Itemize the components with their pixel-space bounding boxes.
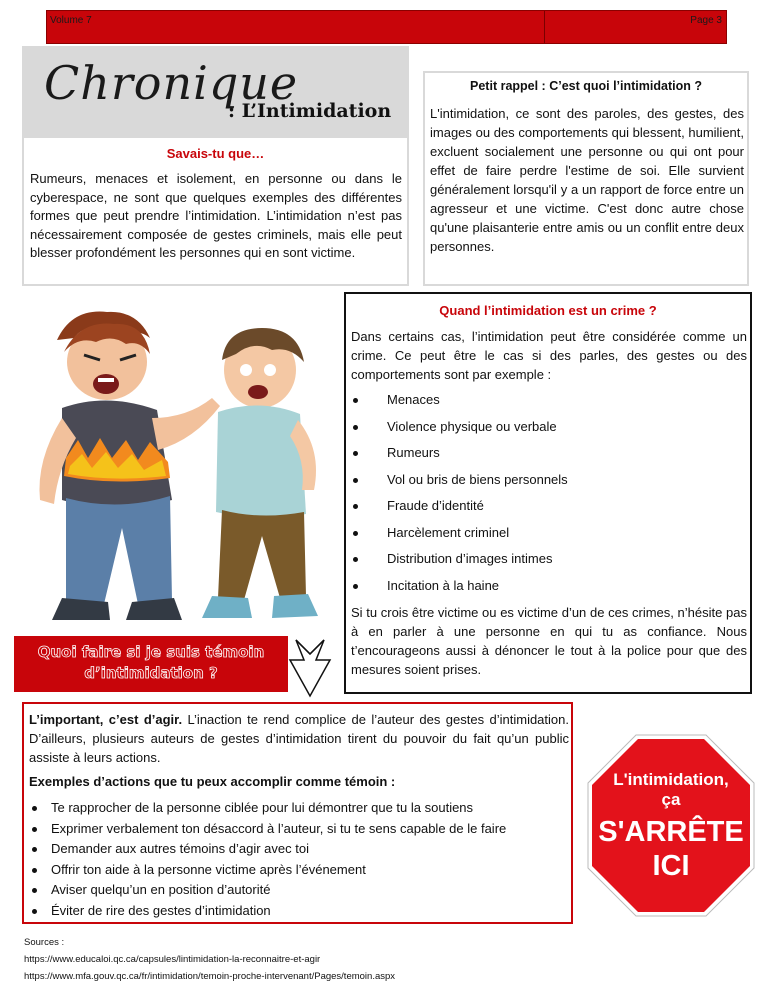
bullet-icon [353, 398, 358, 403]
crime-list-item: Vol ou bris de biens personnels [351, 470, 747, 497]
actions-list [29, 798, 569, 921]
rappel-body: L'intimidation, ce sont des paroles, des gestes, des images ou des comportements qui blessent, humilient, excluent socialement une personne ou qui ont pour effet de faire perdre l'estime de soi. Elle survient généralement lorsqu'il y a un rapport de force entre un agresseur et une victime. C'est donc autre chose qu'une plaisanterie entre amis ou un conflit entre deux personnes. [430, 106, 744, 254]
rappel-box [423, 71, 749, 286]
bullet-icon [353, 425, 358, 430]
crime-list-item: Fraude d’identité [351, 496, 747, 523]
chronique-header [24, 48, 407, 138]
stop-sign-line2: ça [661, 790, 681, 809]
action-list-item: Demander aux autres témoins d’agir avec toi [29, 839, 569, 860]
bullet-icon [353, 451, 358, 456]
action-list-item: Exprimer verbalement ton désaccord à l’auteur, si tu te sens capable de le faire [29, 819, 569, 840]
crime-list-item: Harcèlement criminel [351, 523, 747, 550]
chronique-body: Rumeurs, menaces et isolement, en personne ou dans le cyberespace, ne sont que quelques exemples des différentes formes que peut prendre l’intimidation. L’intimidation n’est pas nécessairement composée de gestes criminels, mais elle peut blesser profondément les personnes qui en sont victime. [30, 171, 402, 260]
header-bar [46, 10, 727, 44]
action-list-item: Te rapprocher de la personne ciblée pour lui démontrer que tu la soutiens [29, 798, 569, 819]
actions-lead: L’important, c’est d’agir. [29, 712, 183, 727]
arrow-down-icon [288, 638, 332, 698]
crime-list [351, 390, 747, 602]
source-link[interactable]: https://www.mfa.gouv.qc.ca/fr/intimidation/temoin-proche-intervenant/Pages/temoin.aspx [24, 971, 396, 982]
crime-intro: Dans certains cas, l’intimidation peut être considérée comme un crime. Ce peut être le cas si des parles, des gestes ou des comportements sont par exemple : [351, 329, 747, 382]
stop-sign-line1: L'intimidation, [613, 770, 729, 789]
crime-outro: Si tu crois être victime ou es victime d’un de ces crimes, n’hésite pas à en parler à une personne en qui tu as confiance. Nous t’encourageons aussi à dénoncer le tout à la police pour que des mesures soient prises. [351, 605, 747, 677]
actions-box [22, 702, 573, 924]
bullet-icon [32, 847, 37, 852]
stop-sign-line4: ICI [652, 850, 690, 882]
bullet-icon [353, 531, 358, 536]
temoin-banner [14, 636, 288, 692]
victim-figure [202, 328, 318, 618]
page-number: Page 3 [690, 15, 722, 26]
bullet-icon [353, 504, 358, 509]
bullet-icon [32, 868, 37, 873]
crime-title: Quand l’intimidation est un crime ? [439, 303, 657, 318]
bullet-icon [32, 806, 37, 811]
sources-label: Sources : [24, 937, 65, 948]
bullet-icon [353, 478, 358, 483]
crime-list-item: Rumeurs [351, 443, 747, 470]
sources-block [24, 934, 395, 985]
chronique-box [22, 46, 409, 286]
savais-tu-que-heading: Savais-tu que… [166, 146, 265, 161]
action-list-item: Éviter de rire des gestes d’intimidation [29, 901, 569, 922]
stop-sign-line3: S'ARRÊTE [598, 816, 744, 848]
stop-sign-icon [586, 733, 756, 918]
chronique-script-title: Chronique [44, 56, 299, 110]
aggressor-figure [39, 312, 220, 620]
volume-label: Volume 7 [50, 15, 92, 26]
temoin-heading: Quoi faire si je suis témoin d’intimidation ? [37, 643, 265, 682]
actions-paragraph: L’important, c’est d’agir. L’inaction te rend complice de l’auteur des gestes d’intimidation. D’ailleurs, plusieurs auteurs de gestes d’intimidation tirent du pouvoir du fait qu’un public assiste à leurs actions. [29, 712, 569, 765]
header-divider [544, 11, 545, 43]
chronique-title: : L’Intimidation [228, 100, 392, 122]
action-list-item: Offrir ton aide à la personne victime après l’événement [29, 860, 569, 881]
bullet-icon [32, 888, 37, 893]
crime-box [344, 292, 752, 694]
crime-list-item: Menaces [351, 390, 747, 417]
bullet-icon [32, 909, 37, 914]
source-link[interactable]: https://www.educaloi.qc.ca/capsules/lintimidation-la-reconnaitre-et-agir [24, 954, 321, 965]
crime-list-item: Violence physique ou verbale [351, 417, 747, 444]
crime-list-item: Incitation à la haine [351, 576, 747, 603]
actions-heading: Exemples d’actions que tu peux accomplir comme témoin : [29, 774, 396, 789]
bullet-icon [353, 584, 358, 589]
bullying-illustration [22, 300, 337, 638]
bullet-icon [32, 827, 37, 832]
rappel-title: Petit rappel : C’est quoi l’intimidation ? [470, 79, 702, 93]
action-list-item: Aviser quelqu’un en position d’autorité [29, 880, 569, 901]
bullet-icon [353, 557, 358, 562]
crime-list-item: Distribution d’images intimes [351, 549, 747, 576]
